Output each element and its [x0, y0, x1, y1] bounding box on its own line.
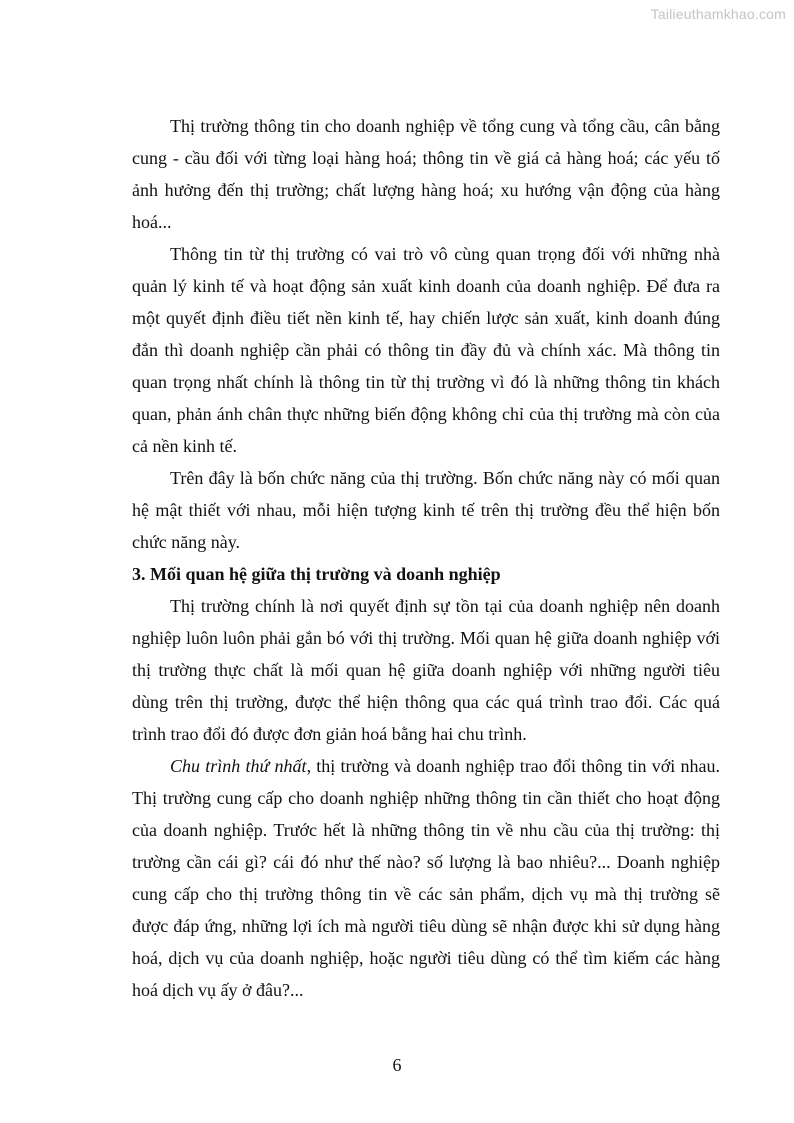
paragraph: Thị trường thông tin cho doanh nghiệp về tổng cung và tổng cầu, cân bằng cung - cầu đối với từng loại hàng hoá; thông tin về giá cả hàng hoá; các yếu tố ảnh hưởng đến thị trường; chất lượng hàng hoá; xu hướng vận động của hàng hoá... — [132, 116, 720, 232]
page-number: 6 — [392, 1055, 402, 1075]
document-body — [132, 110, 720, 1006]
paragraph-text: , thị trường và doanh nghiệp trao đổi thông tin với nhau. Thị trường cung cấp cho doanh nghiệp những thông tin cần thiết cho hoạt động của doanh nghiệp. Trước hết là những thông tin về nhu cầu của thị trường: thị trường cần cái gì? cái đó như thế nào? số lượng là bao nhiêu?... Doanh nghiệp cung cấp cho thị trường thông tin về các sản phẩm, dịch vụ mà thị trường sẽ được đáp ứng, những lợi ích mà người tiêu dùng sẽ nhận được khi sử dụng hàng hoá, dịch vụ của doanh nghiệp, hoặc người tiêu dùng có thể tìm kiếm các hàng hoá dịch vụ ấy ở đâu?... — [132, 756, 720, 1000]
section-heading: 3. Mối quan hệ giữa thị trường và doanh nghiệp — [132, 564, 501, 584]
paragraph — [132, 750, 720, 1006]
watermark: Tailieuthamkhao.com — [650, 6, 786, 22]
paragraph: Thông tin từ thị trường có vai trò vô cùng quan trọng đối với những nhà quản lý kinh tế và hoạt động sản xuất kinh doanh của doanh nghiệp. Để đưa ra một quyết định điều tiết nền kinh tế, hay chiến lược sản xuất, kinh doanh đúng đắn thì doanh nghiệp cần phải có thông tin đầy đủ và chính xác. Mà thông tin quan trọng nhất chính là thông tin từ thị trường vì đó là những thông tin khách quan, phản ánh chân thực những biến động không chỉ của thị trường mà còn của cả nền kinh tế. — [132, 244, 720, 456]
paragraph: Thị trường chính là nơi quyết định sự tồn tại của doanh nghiệp nên doanh nghiệp luôn luôn phải gắn bó với thị trường. Mối quan hệ giữa doanh nghiệp với thị trường thực chất là mối quan hệ giữa doanh nghiệp với những người tiêu dùng trên thị trường, được thể hiện thông qua các quá trình trao đổi. Các quá trình trao đổi đó được đơn giản hoá bằng hai chu trình. — [132, 596, 720, 744]
paragraph: Trên đây là bốn chức năng của thị trường. Bốn chức năng này có mối quan hệ mật thiết với nhau, mỗi hiện tượng kinh tế trên thị trường đều thể hiện bốn chức năng này. — [132, 468, 720, 552]
italic-term: Chu trình thứ nhất — [170, 756, 307, 776]
